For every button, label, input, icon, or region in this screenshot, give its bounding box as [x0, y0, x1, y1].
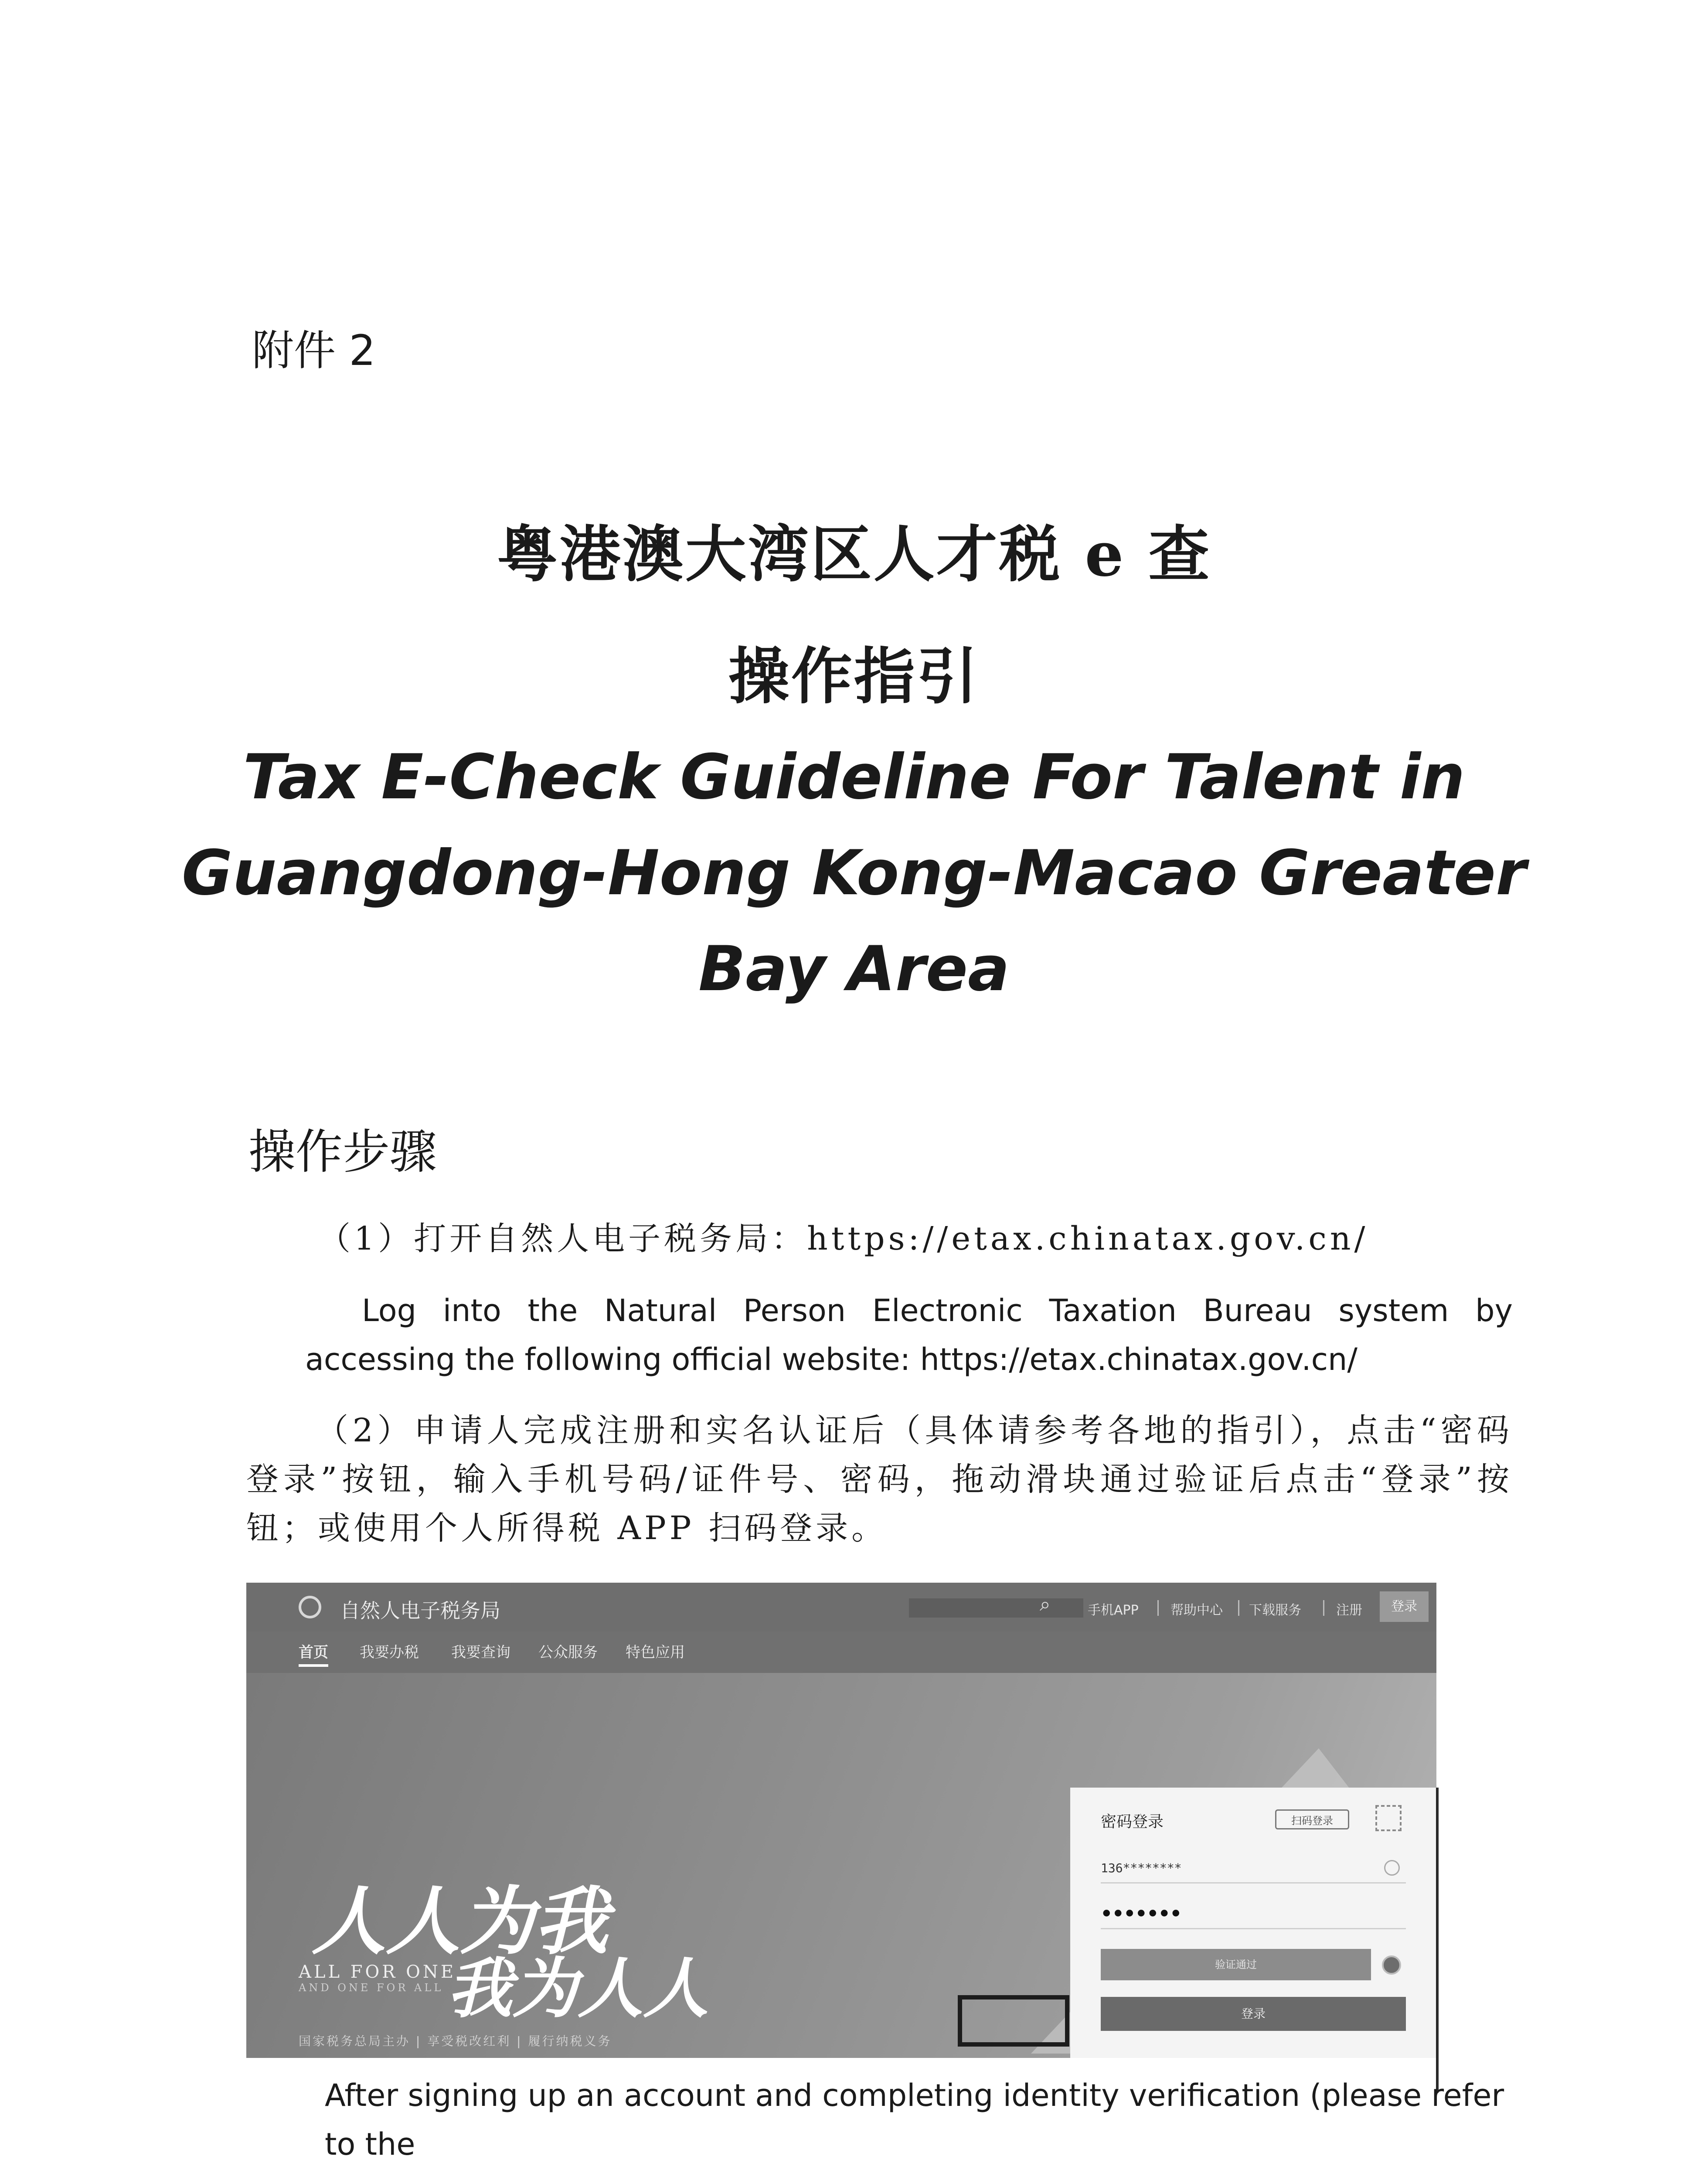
figure-slogan-en-2: AND ONE FOR ALL — [299, 1982, 444, 1994]
figure-edge-line — [1436, 1788, 1439, 2093]
figure-link-download[interactable]: 下载服务 — [1249, 1603, 1301, 1618]
figure-site-name: 自然人电子税务局 — [340, 1599, 500, 1622]
title-en-line3: Bay Area — [698, 933, 1010, 1005]
divider — [1238, 1600, 1239, 1616]
step1-en: Log into the Natural Person Electronic Taxation Bureau system by accessing the following official website: https://etax.chinatax.gov.cn/ — [305, 1293, 1513, 1377]
login-screenshot-figure — [246, 1583, 1436, 2058]
figure-footer-links: 国家税务总局主办 | 享受税改红利 | 履行纳税义务 — [299, 2034, 612, 2048]
qr-code-icon[interactable] — [1375, 1805, 1402, 1831]
figure-nav-tax[interactable]: 我要办税 — [360, 1644, 419, 1661]
tax-emblem-icon — [299, 1596, 321, 1618]
figure-login-panel — [1070, 1788, 1436, 2058]
figure-slogan-line1: 人人为我 — [312, 1878, 609, 1965]
check-icon — [1382, 1955, 1401, 1975]
verification-slider[interactable]: 验证通过 — [1101, 1949, 1371, 1980]
figure-nav-query[interactable]: 我要查询 — [451, 1644, 510, 1661]
figure-nav-home[interactable]: 首页 — [299, 1640, 328, 1667]
login-button-highlight-box — [958, 1995, 1069, 2047]
attachment-label: 附件 2 — [252, 326, 376, 375]
figure-nav-bar — [246, 1632, 1436, 1673]
figure-slogan-line2: 我为人人 — [447, 1950, 709, 2027]
figure-search-input[interactable] — [909, 1598, 1083, 1618]
figure-top-login-button[interactable]: 登录 — [1380, 1591, 1429, 1622]
after-signup-en: After signing up an account and completing identity verification (please refer to the — [325, 2078, 1504, 2162]
figure-link-register[interactable]: 注册 — [1336, 1603, 1362, 1618]
title-en-line1: Tax E-Check Guideline For Talent in — [243, 741, 1465, 813]
figure-link-help[interactable]: 帮助中心 — [1170, 1603, 1223, 1618]
title-zh-line2: 操作指引 — [728, 641, 980, 712]
step1-zh: （1）打开自然人电子税务局：https://etax.chinatax.gov.cn/ — [318, 1220, 1369, 1257]
section-heading: 操作步骤 — [248, 1125, 437, 1179]
password-login-tab[interactable]: 密码登录 — [1101, 1813, 1164, 1831]
title-zh-line1: 粤港澳大湾区人才税 e 查 — [497, 519, 1211, 590]
figure-nav-special[interactable]: 特色应用 — [626, 1644, 685, 1661]
clear-icon[interactable] — [1384, 1860, 1400, 1876]
title-en-line2: Guangdong-Hong Kong-Macao Greater — [181, 837, 1527, 909]
password-input[interactable]: ••••••• — [1101, 1899, 1406, 1929]
search-icon[interactable]: ⌕ — [1040, 1593, 1051, 1615]
divider — [1323, 1600, 1324, 1616]
figure-slogan-en: ALL FOR ONE — [299, 1962, 456, 1982]
figure-link-app[interactable]: 手机APP — [1088, 1603, 1139, 1618]
step2-zh: （2）申请人完成注册和实名认证后（具体请参考各地的指引），点击“密码登录”按钮，输入手机号码/证件号、密码，拖动滑块通过验证后点击“登录”按钮；或使用个人所得税 APP 扫码登录。 — [246, 1412, 1513, 1547]
divider — [1157, 1600, 1159, 1616]
figure-nav-public[interactable]: 公众服务 — [538, 1644, 598, 1661]
phone-number-input[interactable]: 136******** — [1101, 1853, 1406, 1884]
login-button[interactable]: 登录 — [1101, 1997, 1406, 2031]
qr-login-button[interactable]: 扫码登录 — [1275, 1809, 1349, 1829]
